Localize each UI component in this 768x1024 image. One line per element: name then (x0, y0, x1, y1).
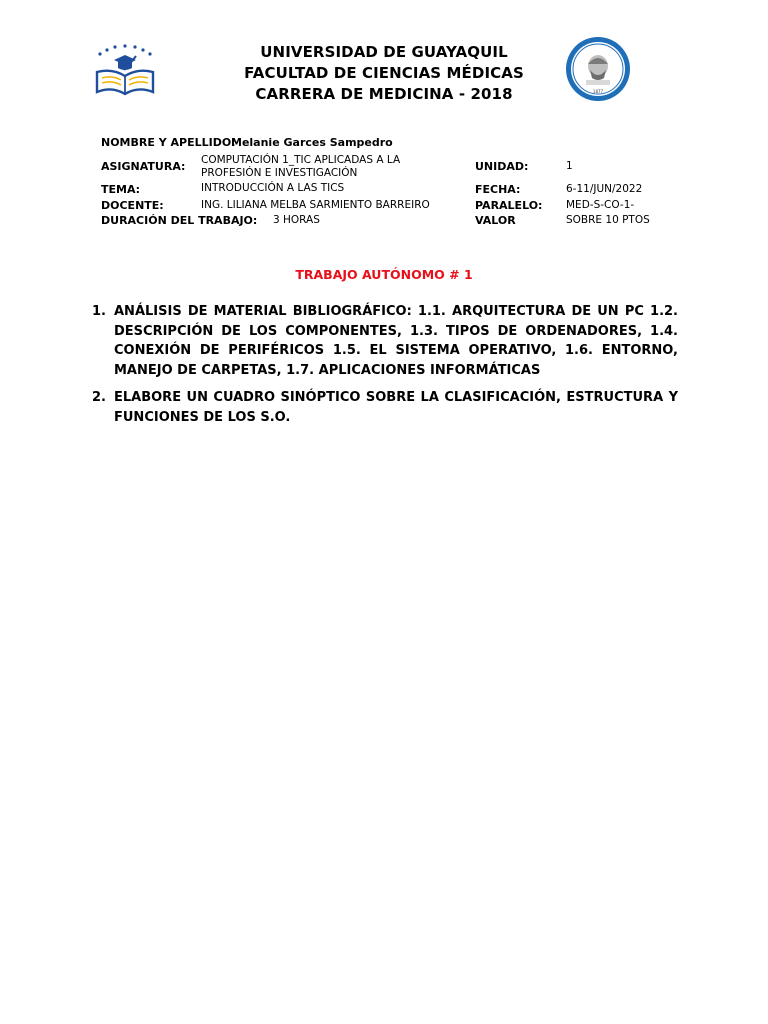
tema-label: TEMA: (101, 183, 141, 196)
university-logo (94, 42, 156, 98)
docente-label: DOCENTE: (101, 199, 164, 212)
list-item-text: ANÁLISIS DE MATERIAL BIBLIOGRÁFICO: 1.1. ARQUITECTURA DE UN PC 1.2. DESCRIPCIÓN DE LOS COMPONENTES, 1.3. TIPOS DE ORDENADORES, 1.4. CONEXIÓN DE PERIFÉRICOS 1.5. EL SISTEMA OPERATIVO, 1.6. ENTORNO, MANEJO DE CARPETAS, 1.7. APLICACIONES INFORMÁTICAS (114, 304, 678, 378)
unidad-label: UNIDAD: (475, 160, 529, 173)
fecha-label: FECHA: (475, 183, 521, 196)
nombre-value: Melanie Garces Sampedro (231, 136, 393, 149)
unidad-value: 1 (566, 160, 573, 172)
paralelo-value: MED-S-CO-1- (566, 199, 635, 211)
list-item (92, 388, 678, 427)
nombre-label: NOMBRE Y APELLIDO: (101, 136, 236, 149)
list-item-number: 1. (92, 304, 106, 319)
fecha-value: 6-11/JUN/2022 (566, 183, 643, 195)
university-name: UNIVERSIDAD DE GUAYAQUIL (260, 43, 508, 61)
asignatura-value-line2: PROFESIÓN E INVESTIGACIÓN (201, 167, 358, 179)
valor-label: VALOR (475, 214, 516, 227)
list-item-number: 2. (92, 390, 106, 405)
svg-text:1877: 1877 (592, 89, 604, 94)
list-item (92, 302, 678, 380)
valor-value: SOBRE 10 PTOS (566, 214, 650, 226)
tema-value: INTRODUCCIÓN A LAS TICS (201, 182, 345, 194)
institution-header (180, 42, 588, 105)
assignment-title: TRABAJO AUTÓNOMO # 1 (295, 267, 473, 282)
task-list (92, 302, 678, 435)
list-item-text: ELABORE UN CUADRO SINÓPTICO SOBRE LA CLASIFICACIÓN, ESTRUCTURA Y FUNCIONES DE LOS S.O. (114, 390, 678, 425)
docente-value: ING. LILIANA MELBA SARMIENTO BARREIRO (201, 199, 430, 211)
duracion-label: DURACIÓN DEL TRABAJO: (101, 214, 258, 227)
faculty-name: FACULTAD DE CIENCIAS MÉDICAS (244, 64, 524, 82)
asignatura-value-line1: COMPUTACIÓN 1_TIC APLICADAS A LA (201, 154, 401, 166)
paralelo-label: PARALELO: (475, 199, 543, 212)
career-name: CARRERA DE MEDICINA - 2018 (255, 85, 513, 103)
faculty-seal-icon (564, 36, 632, 102)
asignatura-label: ASIGNATURA: (101, 160, 186, 173)
duracion-value: 3 HORAS (273, 214, 320, 226)
